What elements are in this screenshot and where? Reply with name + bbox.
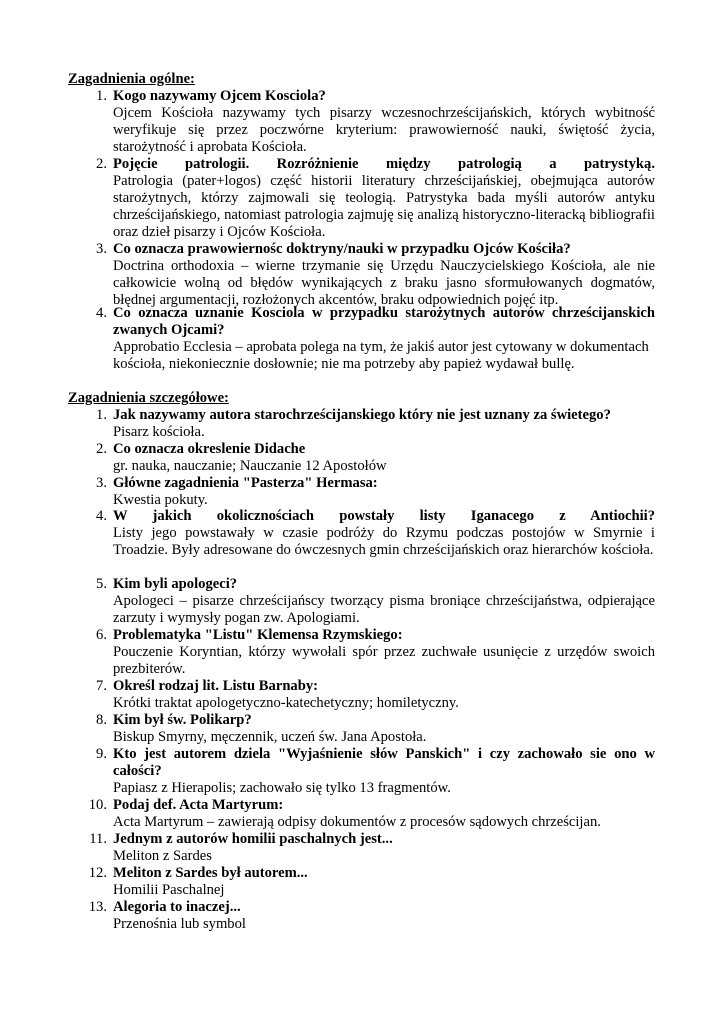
question-detailed-10: Podaj def. Acta Martyrum: xyxy=(113,797,284,813)
item-number: 1. xyxy=(96,88,107,104)
item-number: 13. xyxy=(88,899,107,915)
item-number: 2. xyxy=(96,441,107,457)
answer-detailed-6: Pouczenie Koryntian, którzy wywołali spór przez zuchwałe usunięcie z urzędów swoich prezbiterów. xyxy=(113,644,655,677)
question-general-4: Co oznacza uznanie Kosciola w przypadku starożytnych autorów chrześcijanskich zwanych Ojcami? xyxy=(113,305,655,338)
item-number: 4. xyxy=(96,508,107,524)
question-detailed-7: Określ rodzaj lit. Listu Barnaby: xyxy=(113,678,319,694)
answer-detailed-3: Kwestia pokuty. xyxy=(113,492,208,508)
answer-general-3: Doctrina orthodoxia – wierne trzymanie się Urzędu Nauczycielskiego Kościoła, ale nie całkowicie wolną od błędów wynikających z braku jasno sformułowanych dogmatów, błędnej argumentacji, rozłożonych akcentów, braku odpowiednich pojęć itp. xyxy=(113,258,677,308)
answer-detailed-12: Homilii Paschalnej xyxy=(113,882,225,898)
question-detailed-8: Kim był św. Polikarp? xyxy=(113,712,252,728)
item-number: 9. xyxy=(96,746,107,762)
item-number: 3. xyxy=(96,241,107,257)
item-number: 10. xyxy=(88,797,107,813)
answer-detailed-9: Papiasz z Hierapolis; zachowało się tylko 13 fragmentów. xyxy=(113,780,451,796)
item-number: 5. xyxy=(96,576,107,592)
question-detailed-9: Kto jest autorem dziela "Wyjaśnienie słów Panskich" i czy zachowało sie ono w całości? xyxy=(113,746,655,779)
question-detailed-13: Alegoria to inaczej... xyxy=(113,899,241,915)
answer-detailed-10: Acta Martyrum – zawierają odpisy dokumentów z procesów sądowych chrześcijan. xyxy=(113,814,601,830)
question-detailed-5: Kim byli apologeci? xyxy=(113,576,238,592)
item-number: 6. xyxy=(96,627,107,643)
item-number: 8. xyxy=(96,712,107,728)
item-number: 3. xyxy=(96,475,107,491)
item-number: 12. xyxy=(88,865,107,881)
question-general-3: Co oznacza prawowiernośc doktryny/nauki w przypadku Ojców Kościła? xyxy=(113,241,571,257)
answer-general-4: Approbatio Ecclesia – aprobata polega na tym, że jakiś autor jest cytowany w dokumentach kościoła, niekoniecznie dosłownie; nie ma potrzeby aby papież wydawał bullę. xyxy=(113,339,649,372)
answer-detailed-2: gr. nauka, nauczanie; Nauczanie 12 Apostołów xyxy=(113,458,387,474)
item-number: 7. xyxy=(96,678,107,694)
question-general-2: Pojęcie patrologii. Rozróżnienie między patrologią a patrystyką. xyxy=(113,156,655,172)
section-heading-general: Zagadnienia ogólne: xyxy=(68,71,195,87)
question-detailed-1: Jak nazywamy autora starochrześcijanskiego który nie jest uznany za świetego? xyxy=(113,407,611,423)
item-number: 4. xyxy=(96,305,107,321)
answer-detailed-1: Pisarz kościoła. xyxy=(113,424,205,440)
question-detailed-12: Meliton z Sardes był autorem... xyxy=(113,865,308,881)
answer-general-1: Ojcem Kościoła nazywamy tych pisarzy wczesnochrześcijańskich, których wybitność weryfikuje się przez poczwórne kryterium: prawowierność nauki, świętość życia, starożytność i aprobata Kościoła. xyxy=(113,105,655,155)
question-detailed-11: Jednym z autorów homilii paschalnych jest... xyxy=(113,831,393,847)
question-general-1: Kogo nazywamy Ojcem Kosciola? xyxy=(113,88,326,104)
answer-detailed-13: Przenośnia lub symbol xyxy=(113,916,246,932)
answer-detailed-7: Krótki traktat apologetyczno-katechetyczny; homiletyczny. xyxy=(113,695,459,711)
question-detailed-4: W jakich okolicznościach powstały listy Iganacego z Antiochii? xyxy=(113,508,655,524)
answer-general-2: Patrologia (pater+logos) część historii literatury chrześcijańskiej, obejmująca autorów starożytnych, którzy zajmowali się teologią. Patrystyka bada myśli autorów antyku chrześcijańskiego, natomiast patrologia zajmuję się analizą historyczno-literacką bibliografii oraz dzieł pisarzy i Ojców Kościoła. xyxy=(113,173,655,240)
item-number: 1. xyxy=(96,407,107,423)
question-detailed-3: Główne zagadnienia "Pasterza" Hermasa: xyxy=(113,475,378,491)
question-detailed-6: Problematyka "Listu" Klemensa Rzymskiego: xyxy=(113,627,403,643)
item-number: 2. xyxy=(96,156,107,172)
item-number: 11. xyxy=(89,831,107,847)
answer-detailed-11: Meliton z Sardes xyxy=(113,848,212,864)
answer-detailed-8: Biskup Smyrny, męczennik, uczeń św. Jana Apostoła. xyxy=(113,729,427,745)
answer-detailed-5: Apologeci – pisarze chrześcijańscy tworzący pisma broniące chrześcijaństwa, odpierające zarzuty i wymysły pogan zw. Apologiami. xyxy=(113,593,655,626)
question-detailed-2: Co oznacza okreslenie Didache xyxy=(113,441,306,457)
section-heading-detailed: Zagadnienia szczegółowe: xyxy=(68,390,229,406)
answer-detailed-4: Listy jego powstawały w czasie podróży do Rzymu podczas postojów w Smyrnie i Troadzie. Były adresowane do ówczesnych gmin chrześcijańskich oraz hierarchów kościoła. xyxy=(113,525,655,558)
